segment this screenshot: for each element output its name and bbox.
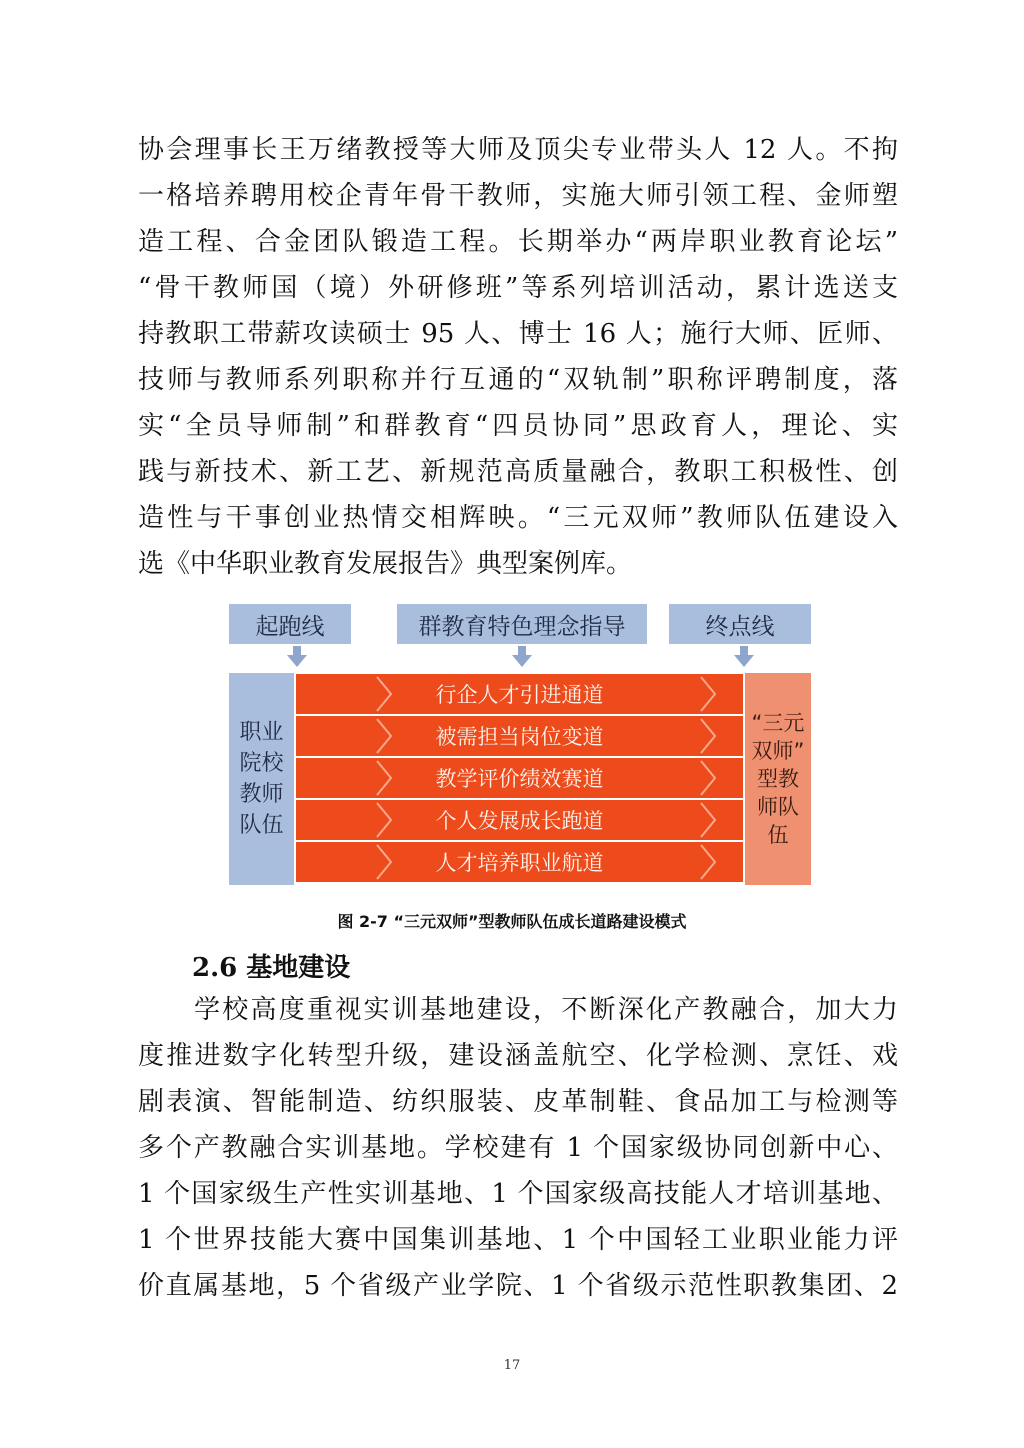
down-arrow-icon — [287, 646, 307, 668]
down-arrow-icon — [734, 646, 754, 668]
text-line: 选《中华职业教育发展报告》典型案例库。 — [138, 549, 633, 579]
text-line: 持教职工带薪攻读硕士 95 人、博士 16 人；施行大师、匠师、 — [138, 319, 898, 349]
chevron-right-icon — [374, 842, 394, 882]
chevron-right-icon — [698, 716, 718, 756]
page-number: 17 — [503, 1358, 521, 1373]
lane-label: 人才培养职业航道 — [435, 851, 604, 875]
text-line: 度推进数字化转型升级，建设涵盖航空、化学检测、烹饪、戏 — [138, 1041, 898, 1071]
lane-label: 被需担当岗位变道 — [435, 725, 604, 749]
chevron-right-icon — [374, 800, 394, 840]
text-line: 造性与干事创业热情交相辉映。“三元双师”教师队伍建设入 — [138, 503, 898, 533]
label-line: 型教 — [756, 767, 799, 791]
chevron-right-icon — [698, 800, 718, 840]
text-line: 践与新技术、新工艺、新规范高质量融合，教职工积极性、创 — [138, 457, 898, 487]
figure-caption: 图 2-7 “三元双师”型教师队伍成长道路建设模式 — [337, 912, 687, 931]
text-line: 协会理事长王万绪教授等大师及顶尖专业带头人 12 人。不拘 — [138, 135, 898, 165]
chevron-right-icon — [374, 716, 394, 756]
header-finish-line: 终点线 — [669, 604, 811, 644]
text-line: 造工程、合金团队锻造工程。长期举办“两岸职业教育论坛” — [138, 227, 898, 257]
label-line: 伍 — [767, 823, 789, 847]
lane-label: 行企人才引进通道 — [435, 683, 604, 707]
text-line: 技师与教师系列职称并行互通的“双轨制”职称评聘制度，落 — [138, 365, 898, 395]
label-line: 职业 — [239, 720, 284, 745]
label-line: 师队 — [756, 795, 799, 819]
chevron-right-icon — [374, 758, 394, 798]
label-line: 双师” — [751, 739, 805, 763]
section-heading: 2.6 基地建设 — [192, 953, 351, 983]
label-line: 院校 — [239, 751, 284, 776]
lane — [296, 674, 743, 714]
chevron-right-icon — [374, 674, 394, 714]
dual-teacher-team-label — [745, 673, 811, 885]
growth-path-diagram — [229, 600, 811, 887]
text-line: 剧表演、智能制造、纺织服装、皮革制鞋、食品加工与检测等 — [138, 1087, 898, 1117]
lane — [296, 800, 743, 840]
header-guidance: 群教育特色理念指导 — [397, 604, 647, 644]
down-arrow-icon — [512, 646, 532, 668]
text-line: 一格培养聘用校企青年骨干教师，实施大师引领工程、金师塑 — [138, 181, 898, 211]
chevron-right-icon — [698, 674, 718, 714]
label-line: 教师 — [239, 782, 284, 807]
lane-label: 个人发展成长跑道 — [435, 809, 604, 833]
lane — [296, 716, 743, 756]
label-line: “三元 — [751, 711, 805, 735]
text-line: 学校高度重视实训基地建设，不断深化产教融合，加大力 — [194, 995, 898, 1025]
lane — [296, 758, 743, 798]
text-line: “骨干教师国（境）外研修班”等系列培训活动，累计选送支 — [138, 273, 898, 303]
lane-label: 教学评价绩效赛道 — [435, 767, 604, 791]
lane — [296, 842, 743, 882]
chevron-right-icon — [698, 758, 718, 798]
text-line: 价直属基地，5 个省级产业学院、1 个省级示范性职教集团、2 — [138, 1271, 898, 1301]
teacher-team-label — [229, 673, 294, 885]
text-line: 1 个世界技能大赛中国集训基地、1 个中国轻工业职业能力评 — [138, 1225, 898, 1255]
text-line: 实“全员导师制”和群教育“四员协同”思政育人，理论、实 — [138, 411, 898, 441]
chevron-right-icon — [698, 842, 718, 882]
label-line: 队伍 — [239, 813, 284, 838]
header-start-line: 起跑线 — [229, 604, 351, 644]
text-line: 多个产教融合实训基地。学校建有 1 个国家级协同创新中心、 — [138, 1133, 898, 1163]
text-line: 1 个国家级生产性实训基地、1 个国家级高技能人才培训基地、 — [138, 1179, 898, 1209]
